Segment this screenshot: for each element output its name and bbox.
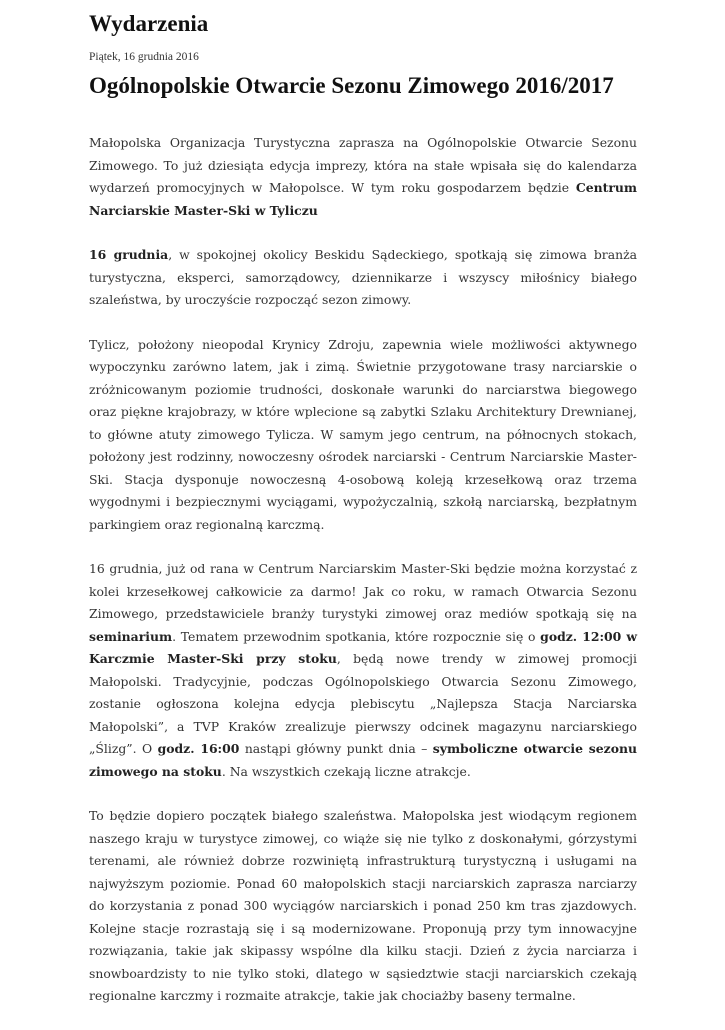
paragraph-1	[89, 132, 637, 222]
section-title: Wydarzenia	[89, 11, 209, 36]
article-page	[89, 0, 637, 1030]
p4-bold-opening: symboliczne otwarcie sezonu zimowego na stoku	[89, 741, 637, 779]
p4-text-1: 16 grudnia, już od rana w Centrum Narciarskim Master-Ski będzie można korzystać z kolei krzesełkowej całkowicie za darmo! Jak co roku, w ramach Otwarcia Sezonu Zimowego, przedstawiciele branży turystyki zimowej oraz mediów spotkają się na	[89, 561, 637, 621]
p4-text-4: nastąpi główny punkt dnia –	[239, 741, 433, 756]
p2-bold: 16 grudnia	[89, 247, 169, 262]
p5-text: To będzie dopiero początek białego szaleństwa. Małopolska jest wiodącym regionem naszego kraju w turystyce zimowej, co wiąże się nie tylko z doskonałymi, górzystymi terenami, ale również dobrze rozwiniętą infrastrukturą turystyczną i usługami na najwyższym poziomie. Ponad 60 małopolskich stacji narciarskich zaprasza narciarzy do korzystania z ponad 300 wyciągów narciarskich i ponad 250 km tras zjazdowych. Kolejne stacje rozrastają się i są modernizowane. Proponują przy tym innowacyjne rozwiązania, takie jak skipassy wspólne dla kilku stacji. Dzień z życia narciarza i snowboardzisty to nie tylko stoki, dlatego w sąsiedztwie stacji narciarskich czekają regionalne karczmy i rozmaite atrakcje, takie jak chociażby baseny termalne.	[89, 808, 637, 1003]
paragraph-3	[89, 334, 637, 537]
article-body	[89, 132, 637, 1008]
paragraph-2	[89, 244, 637, 312]
paragraph-5	[89, 805, 637, 1008]
p4-text-2: . Tematem przewodnim spotkania, które rozpocznie się o	[172, 628, 541, 644]
p3-text: Tylicz, położony nieopodal Krynicy Zdroju, zapewnia wiele możliwości aktywnego wypoczynku zarówno latem, jak i zimą. Świetnie przygotowane trasy narciarskie o zróżnicowanym poziomie trudności, doskonałe warunki do narciarstwa biegowego oraz piękne krajobrazy, w które wplecione są zabytki Szlaku Architektury Drewnianej, to główne atuty zimowego Tylicza. W samym jego centrum, na północnych stokach, położony jest rodzinny, nowoczesny ośrodek narciarski - Centrum Narciarskie Master-Ski. Stacja dysponuje nowoczesną 4-osobową koleją krzesełkową oraz trzema wygodnymi i bezpiecznymi wyciągami, wypożyczalnią, szkołą narciarską, bezpłatnym parkingiem oraz regionalną karczmą.	[89, 336, 637, 532]
article-title: Ogólnopolskie Otwarcie Sezonu Zimowego 2016/2017	[89, 73, 614, 98]
paragraph-4	[89, 558, 637, 783]
p4-text-3: , będą nowe trendy w zimowej promocji Małopolski. Tradycyjnie, podczas Ogólnopolskiego Otwarcia Sezonu Zimowego, zostanie ogłoszona kolejna edycja plebiscytu „Najlepsza Stacja Narciarska Małopolski”, a TVP Kraków zrealizuje pierwszy odcinek magazynu narciarskiego „Ślizg”. O	[89, 651, 637, 756]
p4-bold-seminar: seminarium	[89, 628, 173, 644]
article-date: Piątek, 16 grudnia 2016	[89, 51, 199, 63]
p4-text-5: . Na wszystkich czekają liczne atrakcje.	[221, 763, 471, 779]
p2-text: , w spokojnej okolicy Beskidu Sądeckiego, spotkają się zimowa branża turystyczna, eksperci, samorządowcy, dziennikarze i wszyscy miłośnicy białego szaleństwa, by uroczyście rozpocząć sezon zimowy.	[89, 247, 638, 307]
p4-bold-time: godz. 16:00	[157, 741, 240, 756]
p1-bold: Centrum Narciarskie Master-Ski w Tyliczu	[89, 180, 637, 218]
p4-bold-time-place: godz. 12:00 w Karczmie Master-Ski przy stoku	[89, 628, 638, 666]
p1-text: Małopolska Organizacja Turystyczna zaprasza na Ogólnopolskie Otwarcie Sezonu Zimowego. To już dziesiąta edycja imprezy, która na stałe wpisała się do kalendarza wydarzeń promocyjnych w Małopolsce. W tym roku gospodarzem będzie	[89, 135, 637, 195]
